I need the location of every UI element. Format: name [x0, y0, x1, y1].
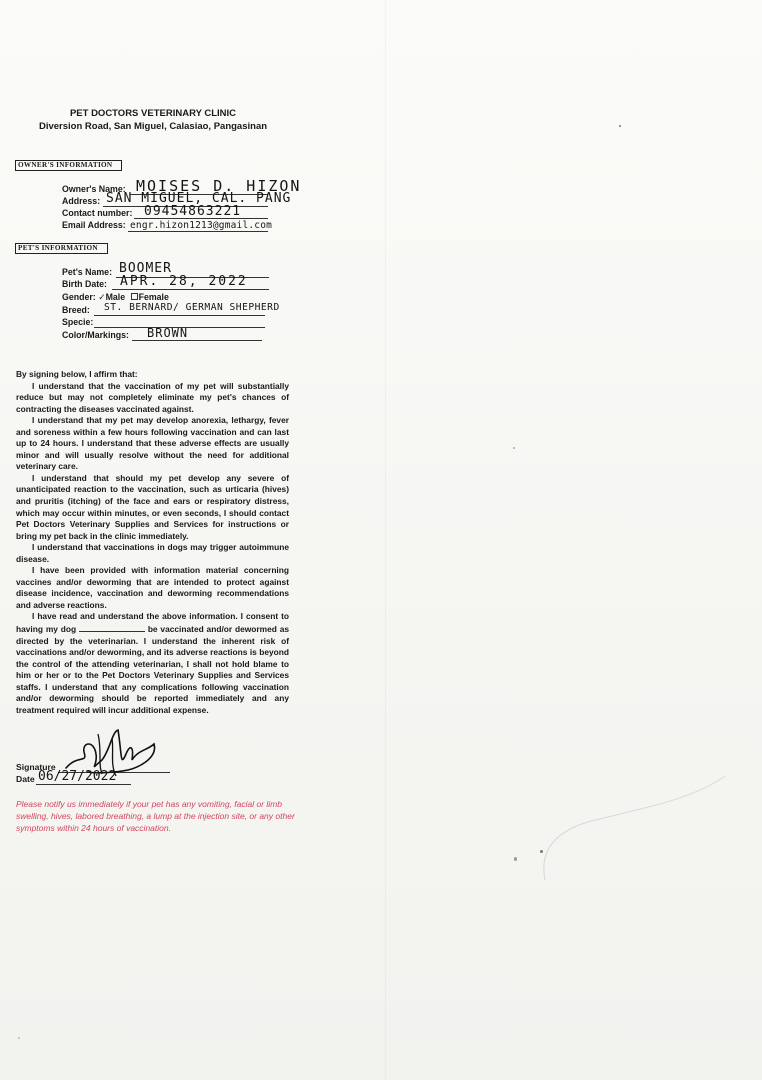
- owner-name-value[interactable]: MOISES D. HIZON: [136, 177, 302, 195]
- owner-address-value[interactable]: SAN MIGUEL, CAL. PANG: [106, 191, 292, 206]
- color-markings-line: [132, 340, 262, 341]
- specie-label: Specie:: [62, 317, 94, 327]
- owner-section-title: OWNER'S INFORMATION: [15, 160, 122, 171]
- consent-paragraph-6-start: I have read and understand the above information. I consent to having my dog: [16, 611, 289, 635]
- breed-value[interactable]: ST. BERNARD/ GERMAN SHEPHERD: [104, 302, 280, 313]
- date-label: Date: [16, 774, 35, 784]
- birth-date-line: [112, 289, 269, 290]
- post-vaccination-notice: Please notify us immediately if your pet has any vomiting, facial or limb swelling, hives, labored breathing, a lump at the injection site, or any other symptoms within 24 hours of vaccination.: [16, 799, 295, 833]
- clinic-address: Diversion Road, San Miguel, Calasiao, Pangasinan: [38, 121, 268, 132]
- paper-speck: [513, 447, 515, 449]
- female-checkbox[interactable]: [131, 293, 138, 300]
- owner-address-label: Address:: [62, 196, 101, 206]
- breed-label: Breed:: [62, 305, 90, 315]
- gender-label: Gender:: [62, 292, 96, 302]
- faint-pen-mark: [535, 770, 735, 890]
- color-markings-label: Color/Markings:: [62, 330, 129, 340]
- dog-name-blank[interactable]: [79, 623, 145, 632]
- consent-paragraph-5: I have been provided with information material concerning vaccines and/or deworming that are intended to protect against disease incidence, vaccination and deworming recommendations and adverse reactions.: [16, 565, 289, 610]
- paper-speck: [619, 125, 621, 127]
- consent-paragraph-4: I understand that vaccinations in dogs may trigger autoimmune disease.: [16, 542, 289, 564]
- gender-female-option[interactable]: Female: [128, 292, 169, 302]
- email-label: Email Address:: [62, 220, 126, 230]
- owner-name-label: Owner's Name:: [62, 184, 126, 194]
- consent-intro: By signing below, I affirm that:: [16, 369, 138, 379]
- male-checkmark: ✓: [98, 292, 106, 302]
- birth-date-label: Birth Date:: [62, 279, 107, 289]
- paper-fold: [385, 0, 386, 1080]
- date-line: [36, 784, 131, 785]
- email-value[interactable]: engr.hizon1213@gmail.com: [130, 220, 273, 231]
- pet-name-value[interactable]: BOOMER: [119, 261, 172, 276]
- consent-paragraph-1: I understand that the vaccination of my pet will substantially reduce but may not completely eliminate my pet's chances of contracting the diseases vaccinated against.: [16, 380, 289, 414]
- pet-name-label: Pet's Name:: [62, 267, 113, 277]
- gender-male-option[interactable]: ✓Male: [98, 292, 126, 302]
- consent-paragraph-3: I understand that should my pet develop any severe of unanticipated reaction to the vaccination, such as urticaria (hives) and pruritis (itching) of the face and ears or respiratory distress, which may occur within minutes, or even seconds, I should contact Pet Doctors Veterinary Supplies and Services for instructions or bring my pet back in the clinic immediately.: [16, 472, 289, 541]
- birth-date-value[interactable]: APR. 28, 2022: [120, 274, 248, 289]
- paper-speck: [514, 857, 517, 861]
- consent-paragraph-2: I understand that my pet may develop anorexia, lethargy, fever and soreness within a few hours following vaccination and can last up to 24 hours. I understand that these adverse effects are usually minor and will usually resolve without the need for additional veterinary care.: [16, 415, 289, 472]
- consent-text: [16, 369, 289, 716]
- breed-line: [94, 315, 265, 316]
- color-markings-value[interactable]: BROWN: [147, 326, 189, 340]
- date-value[interactable]: 06/27/2022: [38, 769, 117, 784]
- contact-number-label: Contact number:: [62, 208, 133, 218]
- signature-label: Signature: [16, 762, 56, 772]
- consent-paragraph-6-end: be vaccinated and/or dewormed as directed by the veterinarian. I understand the inherent risk of vaccinations and/or deworming, and its adverse reactions is beyond the control of the attending veterinarian, I shall not hold blame to him or her or to the Pet Doctors Veterinary Supplies and Services staffs. I understand that any complications following vaccination and/or deworming should be reported immediately and any treatment required will incur additional expense.: [16, 624, 290, 715]
- pet-section-title: PET'S INFORMATION: [15, 243, 108, 254]
- paper-speck: [18, 1037, 20, 1039]
- consent-paragraph-6: [16, 611, 289, 716]
- clinic-name: PET DOCTORS VETERINARY CLINIC: [69, 108, 237, 119]
- contact-number-value[interactable]: 09454863221: [144, 204, 242, 219]
